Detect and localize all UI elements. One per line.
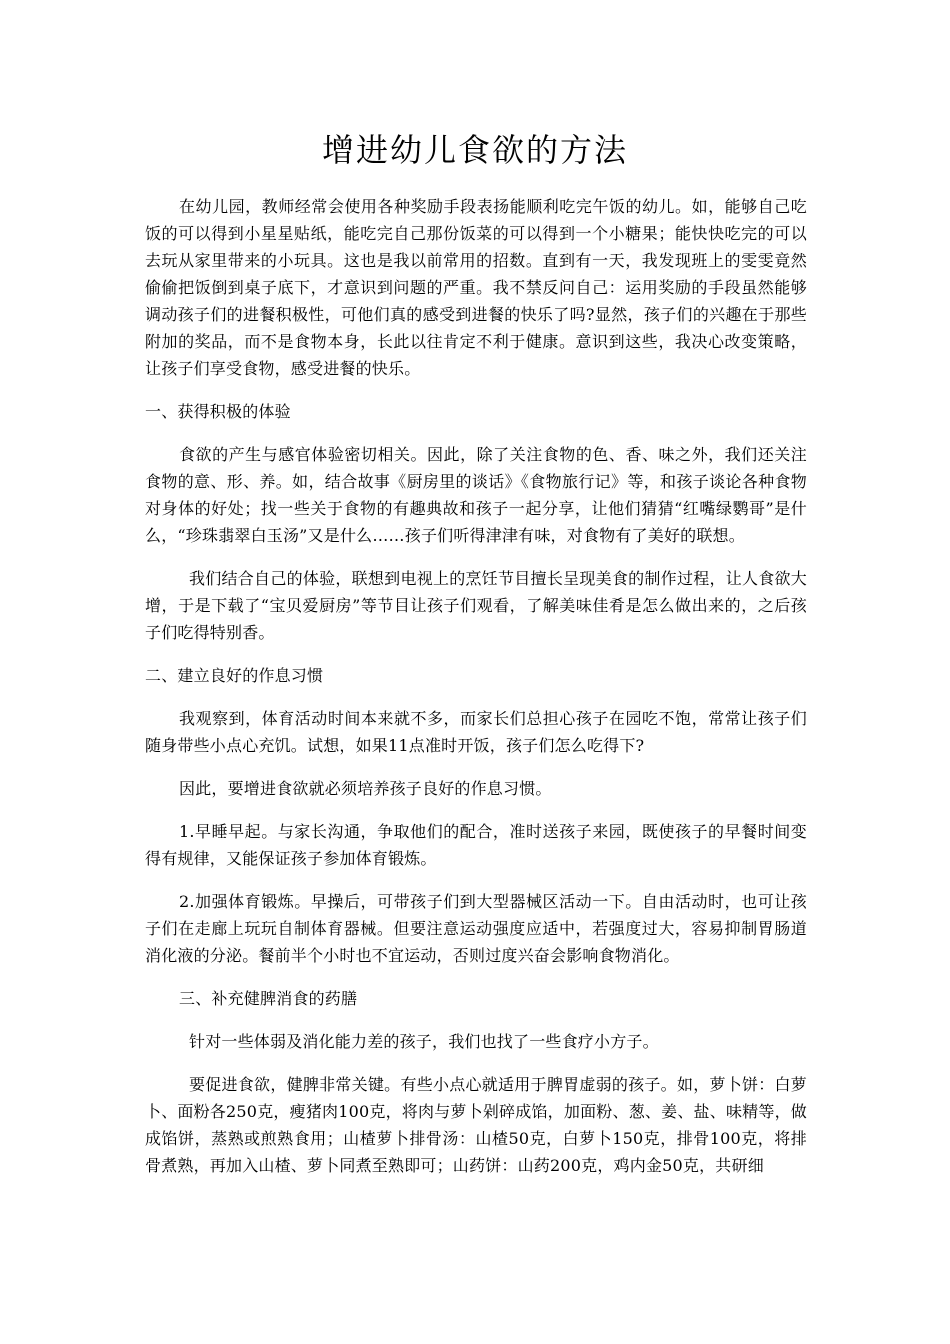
body-paragraph: 针对一些体弱及消化能力差的孩子，我们也找了一些食疗小方子。: [189, 1032, 659, 1051]
list-item-2: 2.加强体育锻炼。早操后，可带孩子们到大型器械区活动一下。自由活动时，也可让孩子们在走廊上玩玩自制体育器械。但要注意运动强度应适中，若强度过大，容易抑制胃肠道消化液的分泌。餐前半个小时也不宜运动，否则过度兴奋会影响食物消化。: [145, 892, 807, 965]
body-paragraph: 我观察到，体育活动时间本来就不多，而家长们总担心孩子在园吃不饱，常常让孩子们随身带些小点心充饥。试想，如果11点准时开饭，孩子们怎么吃得下?: [145, 709, 807, 755]
body-paragraph: 要促进食欲，健脾非常关键。有些小点心就适用于脾胃虚弱的孩子。如，萝卜饼：白萝卜、面粉各250克，瘦猪肉100克，将肉与萝卜剁碎成馅，加面粉、葱、姜、盐、味精等，做成馅饼，蒸熟或煎熟食用；山楂萝卜排骨汤：山楂50克，白萝卜150克，排骨100克，将排骨煮熟，再加入山楂、萝卜同煮至熟即可；山药饼：山药200克，鸡内金50克，共研细: [145, 1075, 807, 1175]
section-heading-2: 二、建立良好的作息习惯: [145, 666, 324, 685]
body-paragraph: 食欲的产生与感官体验密切相关。因此，除了关注食物的色、香、味之外，我们还关注食物的意、形、养。如，结合故事《厨房里的谈话》《食物旅行记》等，和孩子谈论各种食物对身体的好处；找一些关于食物的有趣典故和孩子一起分享，让他们猜猜“红嘴绿鹦哥”是什么，“珍珠翡翠白玉汤”又是什么……孩子们听得津津有味，对食物有了美好的联想。: [145, 445, 807, 545]
document-body: [145, 193, 807, 1195]
intro-paragraph: 在幼儿园，教师经常会使用各种奖励手段表扬能顺利吃完午饭的幼儿。如，能够自己吃饭的可以得到小星星贴纸，能吃完自己那份饭菜的可以得到一个小糖果；能快快吃完的可以去玩从家里带来的小玩具。这也是我以前常用的招数。直到有一天，我发现班上的雯雯竟然偷偷把饭倒到桌子底下，才意识到问题的严重。我不禁反问自己：运用奖励的手段虽然能够调动孩子们的进餐积极性，可他们真的感受到进餐的快乐了吗?显然，孩子们的兴趣在于那些附加的奖品，而不是食物本身，长此以往肯定不利于健康。意识到这些，我决心改变策略，让孩子们享受食物，感受进餐的快乐。: [145, 197, 807, 378]
body-paragraph: 我们结合自己的体验，联想到电视上的烹饪节目擅长呈现美食的制作过程，让人食欲大增，于是下载了“宝贝爱厨房”等节目让孩子们观看，了解美味佳肴是怎么做出来的，之后孩子们吃得特别香。: [145, 569, 807, 642]
section-heading-3: 三、补充健脾消食的药膳: [179, 989, 358, 1008]
section-heading-1: 一、获得积极的体验: [145, 402, 291, 421]
document-title: 增进幼儿食欲的方法: [321, 131, 628, 169]
list-item-1: 1.早睡早起。与家长沟通，争取他们的配合，准时送孩子来园，既使孩子的早餐时间变得有规律，又能保证孩子参加体育锻炼。: [145, 822, 807, 868]
body-paragraph: 因此，要增进食欲就必须培养孩子良好的作息习惯。: [179, 779, 552, 798]
